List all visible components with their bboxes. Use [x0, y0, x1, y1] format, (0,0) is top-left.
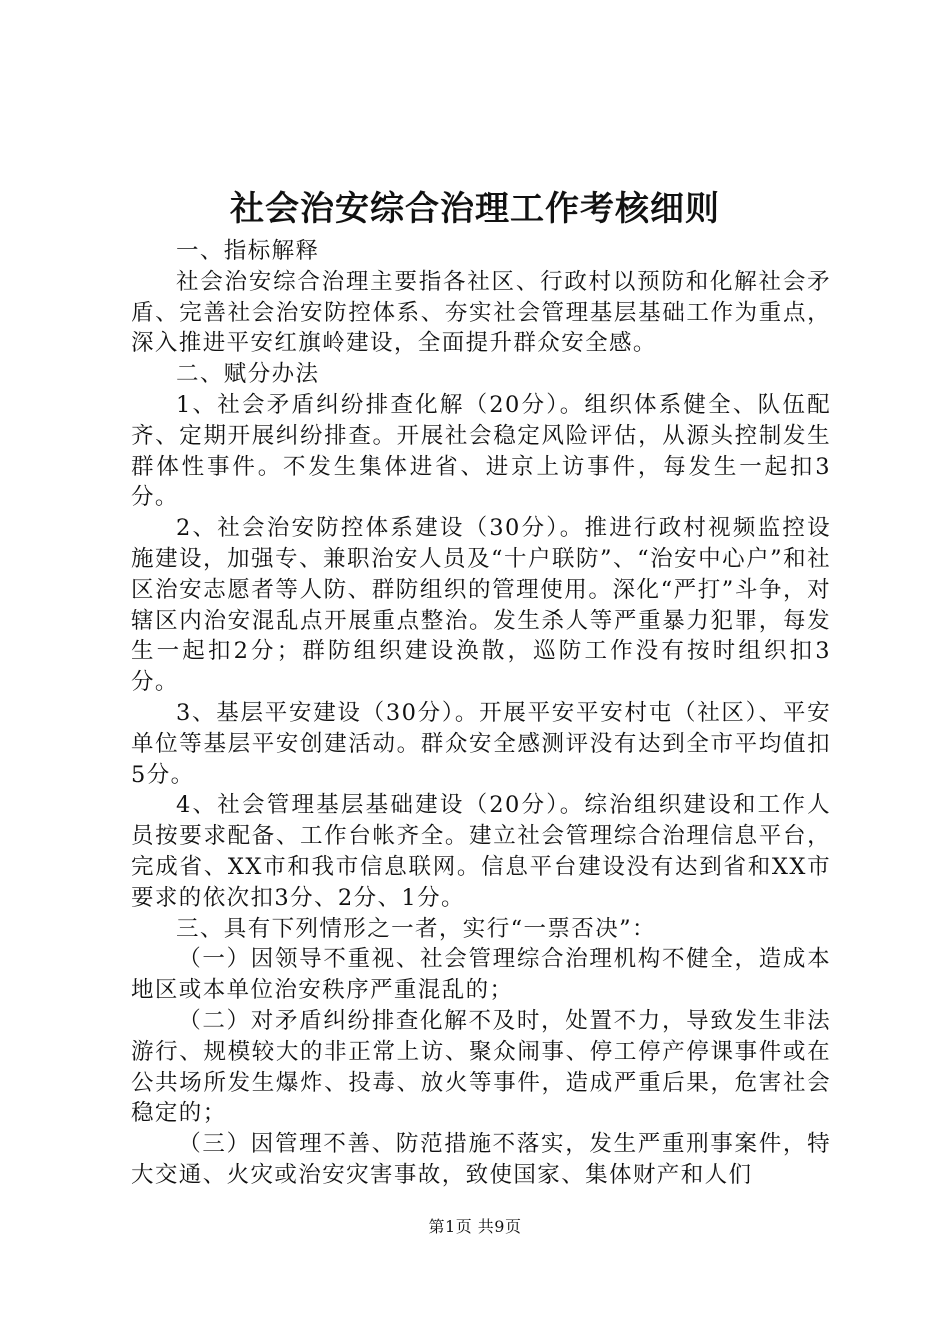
section-heading-veto: 三、具有下列情形之一者，实行“一票否决”： [176, 915, 656, 942]
scoring-item-4: 4、社会管理基层基础建设（20分）。综治组织建设和工作人员按要求配备、工作台帐齐全。建立社会管理综合治理信息平台，完成省、XX市和我市信息联网。信息平台建设没有达到省和XX市要求的依次扣3分、2分、1分。 [131, 792, 831, 911]
scoring-item-3: 3、基层平安建设（30分）。开展平安平安村屯（社区）、平安单位等基层平安创建活动。群众安全感测评没有达到全市平均值扣5分。 [131, 699, 831, 788]
document-title: 社会治安综合治理工作考核细则 [230, 189, 720, 229]
veto-item-3: （三）因管理不善、防范措施不落实，发生严重刑事案件，特大交通、火灾或治安灾害事故，致使国家、集体财产和人们 [131, 1131, 831, 1188]
scoring-item-2: 2、社会治安防控体系建设（30分）。推进行政村视频监控设施建设，加强专、兼职治安人员及“十户联防”、“治安中心户”和社区治安志愿者等人防、群防组织的管理使用。深化“严打”斗争，对辖区内治安混乱点开展重点整治。发生杀人等严重暴力犯罪，每发生一起扣2分；群防组织建设涣散，巡防工作没有按时组织扣3分。 [131, 515, 831, 696]
scoring-item-1: 1、社会矛盾纠纷排查化解（20分）。组织体系健全、队伍配齐、定期开展纠纷排查。开展社会稳定风险评估，从源头控制发生群体性事件。不发生集体进省、进京上访事件，每发生一起扣3分。 [131, 391, 831, 511]
section-heading-indicator-explanation: 一、指标解释 [176, 238, 320, 264]
document-body [131, 236, 831, 1191]
page-number-footer: 第1页 共9页 [428, 1217, 522, 1236]
section-heading-scoring-method: 二、赋分办法 [176, 361, 320, 388]
paragraph-indicator-explanation: 社会治安综合治理主要指各社区、行政村以预防和化解社会矛盾、完善社会治安防控体系、夯实社会管理基层基础工作为重点，深入推进平安红旗岭建设，全面提升群众安全感。 [131, 268, 831, 357]
veto-item-1: （一）因领导不重视、社会管理综合治理机构不健全，造成本地区或本单位治安秩序严重混乱的； [131, 946, 831, 1004]
veto-item-2: （二）对矛盾纠纷排查化解不及时，处置不力，导致发生非法游行、规模较大的非正常上访、聚众闹事、停工停产停课事件或在公共场所发生爆炸、投毒、放火等事件，造成严重后果，危害社会稳定的； [131, 1007, 831, 1127]
